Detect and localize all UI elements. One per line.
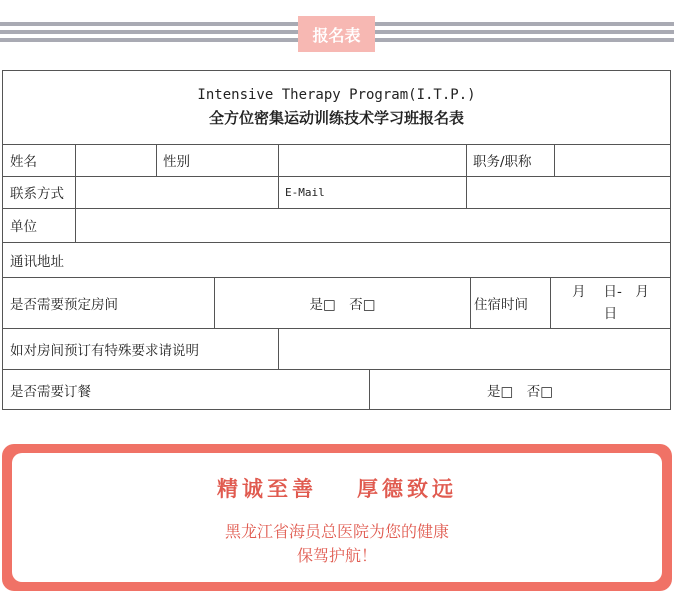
form-title-en: Intensive Therapy Program(I.T.P.) bbox=[197, 87, 476, 103]
room-booking-options[interactable]: 是□ 否□ bbox=[309, 296, 376, 313]
hospital-slogan bbox=[12, 473, 662, 503]
stay-time-label: 住宿时间 bbox=[474, 296, 528, 313]
name-field[interactable] bbox=[76, 145, 156, 176]
address-field[interactable] bbox=[76, 243, 670, 277]
meal-booking-label: 是否需要订餐 bbox=[10, 383, 91, 400]
registration-form bbox=[2, 70, 671, 410]
contact-label: 联系方式 bbox=[10, 186, 64, 202]
stay-dates-line1: 月 日- 月 bbox=[572, 283, 649, 300]
message-line1: 黑龙江省海员总医院为您的健康 bbox=[224, 522, 449, 541]
position-label: 职务/职称 bbox=[473, 154, 532, 170]
form-title-cn: 全方位密集运动训练技术学习班报名表 bbox=[208, 109, 464, 127]
gender-label: 性别 bbox=[163, 154, 190, 170]
special-request-field[interactable] bbox=[279, 329, 670, 369]
gender-field[interactable] bbox=[279, 145, 466, 176]
stay-dates-field[interactable] bbox=[551, 277, 670, 328]
name-label: 姓名 bbox=[10, 154, 37, 170]
form-title bbox=[3, 71, 670, 144]
meal-booking-options[interactable]: 是□ 否□ bbox=[486, 383, 553, 400]
email-label: E-Mail bbox=[285, 185, 325, 199]
address-label: 通讯地址 bbox=[10, 253, 64, 270]
slogan-left: 精诚至善 bbox=[217, 476, 317, 501]
hospital-message bbox=[12, 520, 662, 568]
footer-card bbox=[2, 444, 672, 591]
stay-dates-line2: 日 bbox=[603, 305, 618, 322]
email-field[interactable] bbox=[467, 177, 670, 208]
footer-card-inner bbox=[12, 453, 662, 582]
unit-label: 单位 bbox=[10, 219, 37, 235]
contact-field[interactable] bbox=[76, 177, 278, 208]
special-request-label: 如对房间预订有特殊要求请说明 bbox=[10, 342, 199, 359]
slogan-right: 厚德致远 bbox=[357, 476, 457, 501]
room-booking-label: 是否需要预定房间 bbox=[10, 296, 118, 313]
unit-field[interactable] bbox=[76, 209, 670, 242]
message-line2: 保驾护航！ bbox=[296, 546, 377, 565]
header-banner bbox=[0, 0, 674, 60]
position-field[interactable] bbox=[555, 145, 670, 176]
form-badge: 报名表 bbox=[298, 16, 375, 52]
